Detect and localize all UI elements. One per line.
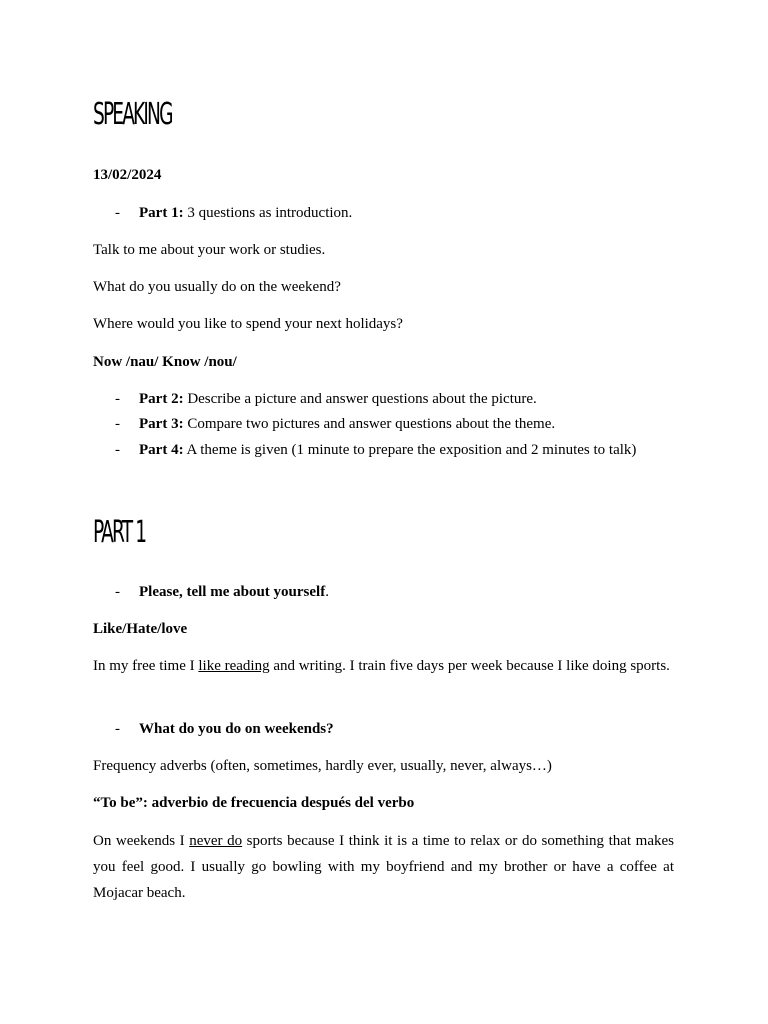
part-label: Part 3:: [139, 416, 184, 432]
part-description: Describe a picture and answer questions about the picture.: [183, 391, 537, 407]
answer-text: On weekends I: [93, 833, 190, 849]
answer-free-time: [93, 653, 674, 679]
bullet-dash: -: [115, 442, 120, 458]
part-label: Part 4:: [139, 442, 184, 458]
answer-text: and writing. I train five days per week because I like doing sports.: [269, 658, 670, 674]
part-description: 3 questions as introduction.: [183, 205, 353, 221]
bullet-text: [139, 411, 555, 437]
bullet-text: [139, 437, 636, 463]
question-1: Talk to me about your work or studies.: [93, 242, 326, 258]
bullet-dash: -: [115, 721, 120, 737]
bullet-text: [139, 200, 352, 226]
bullet-dash: -: [115, 584, 120, 600]
bullet-dash: -: [115, 416, 120, 432]
frequency-adverbs: Frequency adverbs (often, sometimes, hardly ever, usually, never, always…): [93, 758, 552, 774]
bullet-text: What do you do on weekends?: [139, 721, 334, 737]
part-description: Compare two pictures and answer questions about the theme.: [183, 416, 556, 432]
part-label: Part 2:: [139, 391, 184, 407]
underlined-phrase: like reading: [198, 658, 270, 674]
like-hate-love-heading: Like/Hate/love: [93, 621, 188, 637]
question-2: What do you usually do on the weekend?: [93, 279, 341, 295]
speaking-heading: SPEAKING: [93, 97, 172, 132]
to-be-rule: “To be”: adverbio de frecuencia después del verbo: [93, 795, 415, 811]
underlined-phrase: never do: [189, 833, 243, 849]
question-3: Where would you like to spend your next holidays?: [93, 316, 403, 332]
bullet-text: [139, 386, 537, 412]
question-bold: Please, tell me about yourself: [139, 584, 326, 600]
part-label: Part 1:: [139, 205, 184, 221]
answer-text: In my free time I: [93, 658, 199, 674]
pronunciation-note: Now /nau/ Know /nou/: [93, 354, 237, 370]
question-punct: .: [325, 584, 329, 600]
date-line: 13/02/2024: [93, 167, 162, 183]
answer-text: sports because I think it is a time to relax or do something that makes you feel good. I usually go bowling with my boyfriend and my brother or have a coffee at Mojacar beach.: [93, 833, 674, 901]
bullet-text: [139, 579, 329, 605]
answer-weekends: [93, 828, 674, 906]
part-description: A theme is given (1 minute to prepare the exposition and 2 minutes to talk): [183, 442, 637, 458]
bullet-dash: -: [115, 205, 120, 221]
part-1-heading: PART 1: [93, 515, 146, 550]
bullet-dash: -: [115, 391, 120, 407]
